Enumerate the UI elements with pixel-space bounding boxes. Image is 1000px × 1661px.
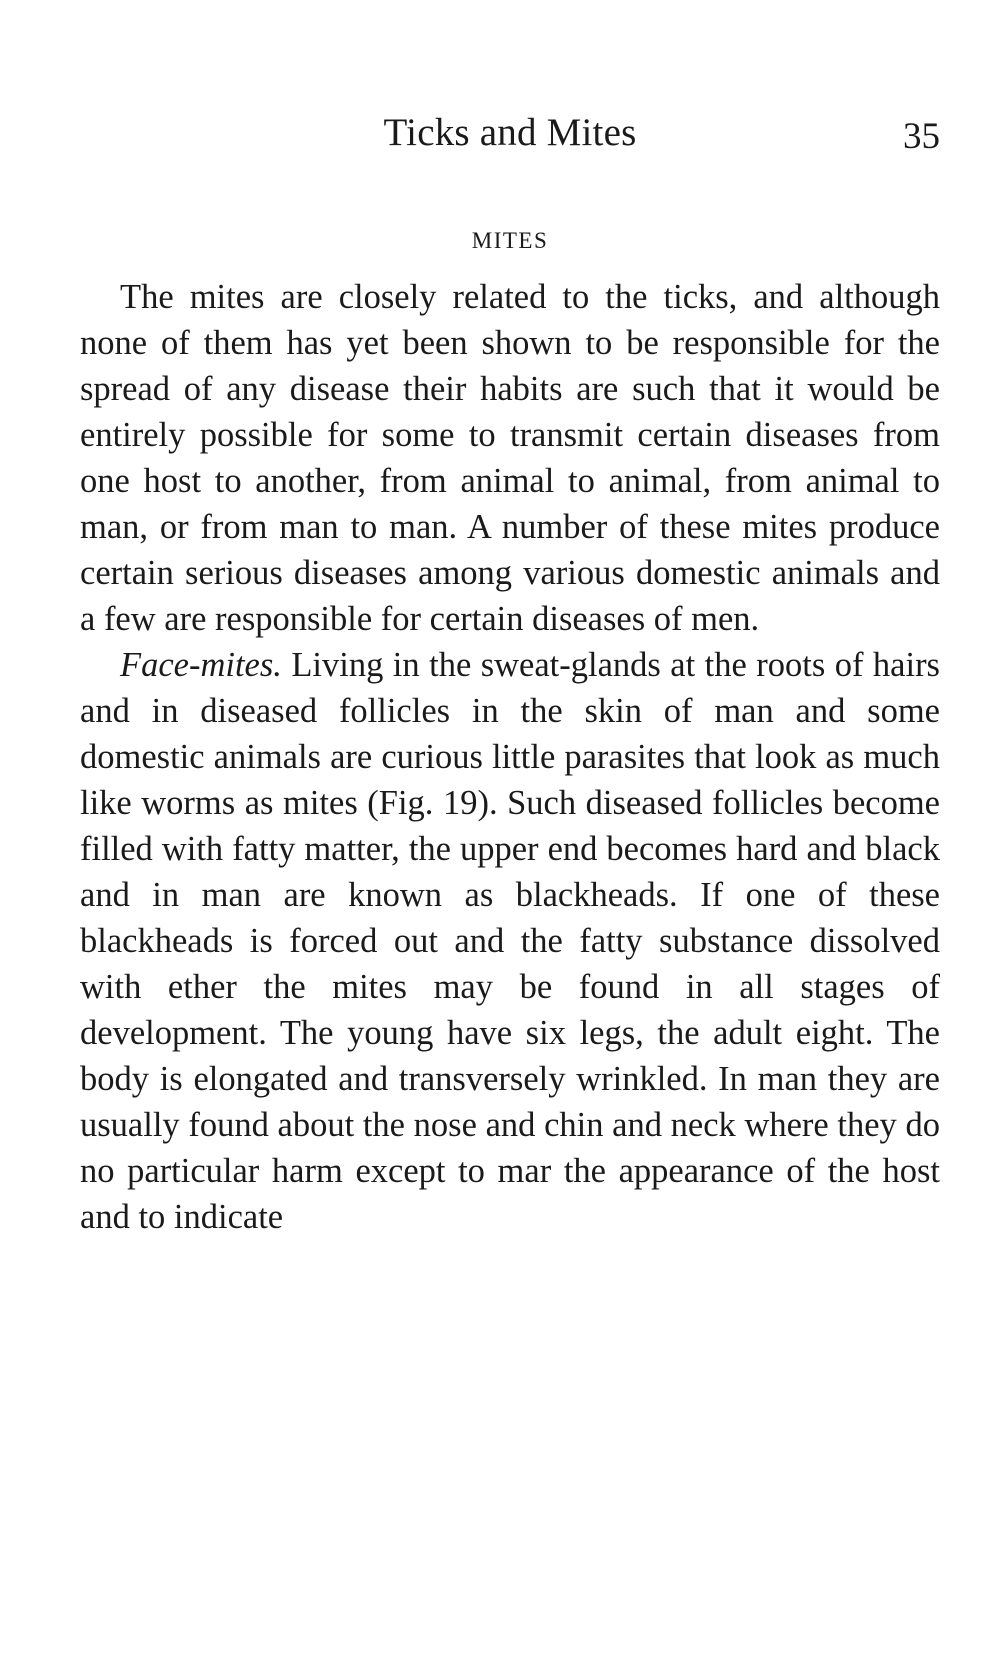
body-text (80, 274, 940, 1240)
paragraph-intro (80, 274, 940, 642)
paragraph-intro-text: The mites are closely related to the ticks, and although none of them has yet been shown to be responsible for the spread of any disease their habits are such that it would be entirely possible for some to transmit certain diseases from one host to another, from animal to animal, from animal to man, or from man to man. A number of these mites produce certain serious diseases among various domestic animals and a few are responsible for certain diseases of men. (80, 278, 940, 638)
paragraph-face-mites (80, 642, 940, 1240)
running-title: Ticks and Mites (383, 111, 637, 154)
section-heading: MITES (471, 228, 549, 253)
run-in-heading: Face-mites. (120, 646, 282, 684)
running-head (80, 108, 940, 158)
paragraph-face-mites-text: Living in the sweat-glands at the roots of hairs and in diseased follicles in the skin of man and some domestic animals are curious little parasites that look as much like worms as mites (Fig. 19). Such diseased follicles become filled with fatty matter, the upper end becomes hard and black and in man are known as blackheads. If one of these blackheads is forced out and the fatty substance dissolved with ether the mites may be found in all stages of development. The young have six legs, the adult eight. The body is elongated and transversely wrinkled. In man they are usually found about the nose and chin and neck where they do no particular harm except to mar the appearance of the host and to indicate (80, 646, 940, 1236)
page-number: 35 (903, 116, 940, 157)
